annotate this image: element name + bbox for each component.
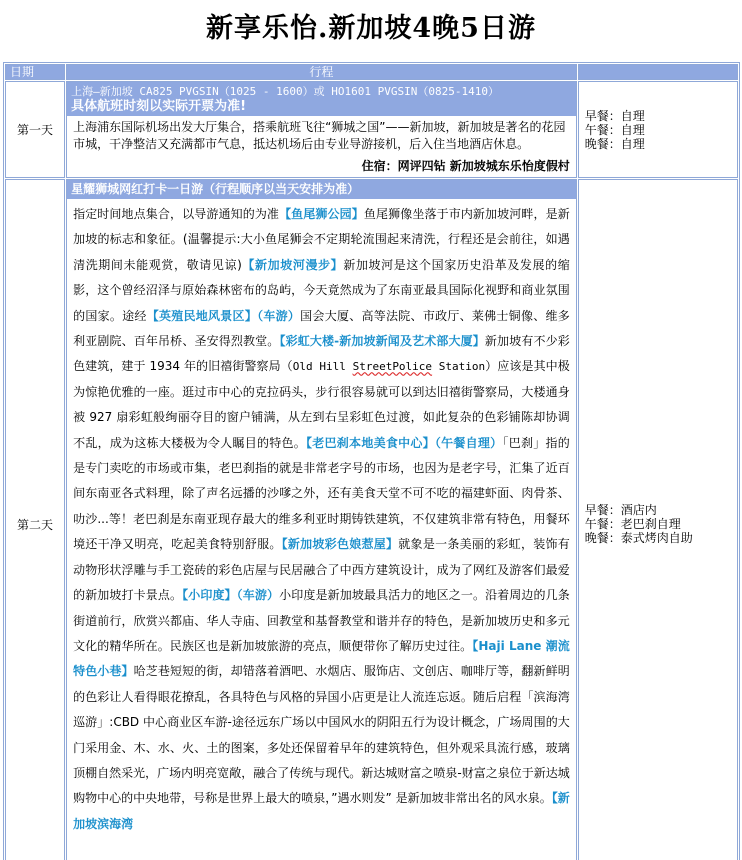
- day-label: 第一天: [5, 81, 65, 178]
- lunch: 午餐：老巴刹自理: [584, 517, 681, 531]
- text-segment: 就象是一条美丽的彩虹，装饰有动物形状浮雕与手工瓷砖的彩色店屋与民居融合了中西方建筑设计，成为了网红及游客们最爱的新加坡打卡景点。: [73, 537, 570, 603]
- highlight: 【新加坡河漫步】: [241, 257, 344, 272]
- day-description: [67, 199, 576, 837]
- breakfast: 早餐：自理: [584, 108, 645, 123]
- flight-info: 上海—新加坡 CA825 PVGSIN（1025 - 1600）或 HO1601 PVGSIN（0825-1410）: [71, 85, 499, 98]
- highlight: 【Haji Lane 潮流特色小巷】: [73, 638, 570, 679]
- meal-info: [578, 179, 738, 860]
- day-row: [5, 81, 738, 178]
- text-segment: Old Hill: [292, 360, 353, 374]
- text-segment: Station: [432, 360, 486, 374]
- date-header: 日期: [5, 64, 65, 80]
- text-segment: 小印度是新加坡最具活力的地区之一。沿着周边的几条街道前行，欣赏兴都庙、华人寺庙、回教堂和基督教堂和谐并存的特色，是新加坡历史和多元文化的精华所在。民族区也是新加坡旅游的亮点，顺便带你了解历史过往。: [73, 588, 570, 653]
- meal-header: [578, 64, 738, 80]
- highlight: 【老巴刹本地美食中心】（午餐自理）: [306, 435, 503, 450]
- text-segment: 国会大厦、高等法院、市政厅、莱佛士铜像、维多利亚剧院、百年吊桥、圣安得烈教堂。: [73, 308, 570, 349]
- text-segment: ）应该是其中极为惊艳优雅的一座。逛过市中心的克拉码头，步行很容易就可以到达旧禧街警察局，大楼通身被 927 扇彩虹般绚丽夺目的窗户铺满，从左到右呈彩虹色过渡，如此复杂的色彩铺陈却协调不乱，成为这栋大楼极为令人瞩目的特色。: [73, 359, 570, 450]
- dinner: 晚餐：泰式烤肉自助: [584, 531, 693, 545]
- highlight: 【小印度】（车游）: [182, 588, 280, 603]
- text-segment: 「巴刹」指的是专门卖吃的市场或市集，老巴刹指的就是非常老字号的市场，也因为是老字号，汇集了近百间东南亚各式料理，除了声名远播的沙嗲之外，还有美食天堂不可不吃的福建虾面、肉骨茶、叻沙...等！老巴刹是东南亚现存最大的维多利亚时期铸铁建筑，不仅建筑非常有特色，用餐环境还干净又明亮，吃起美食特别舒服。: [73, 435, 570, 552]
- highlight: 【新加坡滨海湾: [73, 791, 570, 831]
- flight-note: 具体航班时刻以实际开票为准!: [71, 99, 247, 114]
- text-segment: 指定时间地点集合，以导游通知的为准: [73, 207, 280, 221]
- day-description: 上海浦东国际机场出发大厅集合，搭乘航班飞往“狮城之国”——新加坡，新加坡是著名的花园市城，干净整洁又充满都市气息，抵达机场后由专业导游接机，后入住当地酒店休息。: [73, 120, 566, 151]
- page-title: 新享乐怡.新加坡4晚5日游: [206, 13, 536, 44]
- meal-info: [578, 81, 738, 178]
- header-row: [5, 64, 738, 80]
- highlight: 【新加坡彩色娘惹屋】: [281, 537, 399, 552]
- flight-band: [67, 82, 576, 116]
- dinner: 晚餐：自理: [584, 136, 645, 151]
- text-segment: 鱼尾狮像坐落于市内新加坡河畔，是新加坡的标志和象征。(温馨提示:大小鱼尾狮会不定期轮流围起来清洗，行程还是会前往，如遇清洗期间未能观赏，敬请见谅): [73, 207, 570, 272]
- text-segment: StreetPolice: [352, 360, 433, 374]
- hotel-info: 住宿：网评四钻 新加坡城东乐怡度假村: [361, 159, 570, 173]
- text-segment: 新加坡有不少彩色建筑，建于 1934 年的旧禧街警察局（: [73, 334, 570, 374]
- tour-band: 星耀狮城网红打卡一日游（行程顺序以当天安排为准）: [67, 180, 576, 199]
- text-segment: 哈芝巷短短的街，却错落着酒吧、水烟店、服饰店、文创店、咖啡厅等，翻新鲜明的色彩让人看得眼花撩乱，各具特色与风格的异国小店更是让人流连忘返。随后启程「滨海湾巡游」:CBD 中心商业区车游-途径远东广场以中国风水的阴阳五行为设计概念，广场周围的大门采用金、木、水、火、土的图案，多处还保留着早年的建筑特色，但外观采具流行感，玻璃顶棚自然采光，广场内明亮宽敞，融合了传统与现代。新达城财富之喷泉-财富之泉位于新达城购物中心的中央地带，号称是世界上最大的喷泉，”遇水则发” 是新加坡非常出名的风水泉。: [73, 664, 570, 806]
- highlight: 【彩虹大楼-新加坡新闻及艺术部大厦】: [279, 334, 485, 349]
- lunch: 午餐：自理: [584, 122, 645, 137]
- day-content: [66, 179, 577, 860]
- text-segment: 新加坡河是这个国家历史沿革及发展的缩影，这个曾经沼泽与原始森林密布的岛屿，今天竟然成为了东南亚最具国际化视野和商业氛围的国家。途经: [73, 257, 570, 323]
- breakfast: 早餐：酒店内: [584, 503, 657, 517]
- route-header: 行程: [66, 64, 577, 80]
- itinerary-table: [3, 62, 740, 860]
- highlight: 【英殖民地风景区】（车游）: [146, 308, 301, 323]
- day-content: [66, 81, 577, 178]
- day-row: [5, 179, 738, 860]
- highlight: 【鱼尾狮公园】: [279, 207, 364, 221]
- day-label: 第二天: [5, 179, 65, 860]
